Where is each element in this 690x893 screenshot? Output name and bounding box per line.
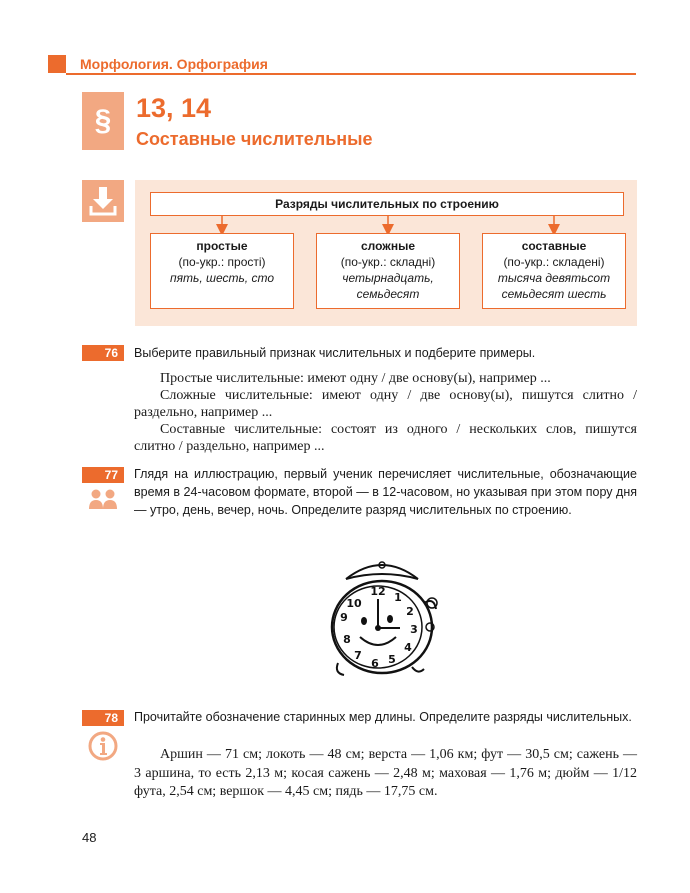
clock-digit: 6 (371, 657, 379, 670)
exercise-number-77: 77 (82, 467, 124, 483)
scheme-box-examples: семьдесят шесть (501, 287, 607, 301)
clock-digit: 5 (388, 653, 396, 666)
scheme-box-examples: семьдесят (356, 287, 420, 301)
clock-digit: 8 (343, 633, 351, 646)
clock-digit: 10 (346, 597, 362, 610)
clock-digit: 7 (354, 649, 362, 662)
scheme-box-name: сложные (361, 239, 415, 253)
clock-digit: 12 (370, 585, 386, 598)
clock-digit: 1 (394, 591, 402, 604)
exercise-body-76 (134, 370, 637, 455)
scheme-box-ukr: (по-укр.: складені) (503, 255, 605, 269)
scheme-box-ukr: (по-укр.: складні) (340, 255, 436, 269)
scheme-box-compound (482, 233, 626, 309)
alarm-clock-illustration (320, 555, 445, 689)
clock-digit: 4 (404, 641, 412, 654)
section-title: Составные числительные (136, 129, 373, 149)
clock-digit: 9 (340, 611, 348, 624)
scheme-box-ukr: (по-укр.: прості) (178, 255, 266, 269)
exercise-task-77: Глядя на иллюстрацию, первый ученик перечисляет числительные, обозначающие время в 24-часовом формате, второй — в 12-часовом, но указывая при этом пору дня — утро, день, вечер, ночь. Определите разряд числительных по строению. (134, 467, 637, 517)
scheme-box-complex (316, 233, 460, 309)
header-rule (66, 73, 636, 75)
exercise-body-78 (134, 746, 637, 802)
exercise-line: Сложные числительные: имеют одну / две основу(ы), пишутся слитно / раздельно, например ... (134, 388, 637, 420)
scheme-title: Разряды числительных по строению (150, 192, 624, 216)
pair-work-icon (88, 488, 118, 514)
page-number: 48 (82, 830, 97, 845)
exercise-text: Аршин — 71 см; локоть — 48 см; верста — 1,06 км; фут — 30,5 см; сажень — 3 аршина, то есть 2,13 м; косая сажень — 2,48 м; маховая — 1,76 м; дюйм — 1/12 фута, 2,54 см; вершок — 4,45 см; пядь — 17,75 см. (134, 747, 637, 799)
scheme-box-examples: пять, шесть, сто (170, 271, 274, 285)
scheme-box-name: простые (196, 239, 248, 253)
exercise-line: Составные числительные: состоят из одного / нескольких слов, пишутся слитно / раздельно, например ... (134, 422, 637, 454)
exercise-number-76: 76 (82, 345, 124, 361)
exercise-line: Простые числительные: имеют одну / две основу(ы), например ... (160, 371, 551, 386)
exercise-task-76: Выберите правильный признак числительных и подберите примеры. (134, 346, 536, 360)
section-number: 13, 14 (136, 93, 212, 123)
clock-digit: 2 (406, 605, 414, 618)
scheme-box-name: составные (521, 239, 587, 253)
exercise-task-78: Прочитайте обозначение старинных мер длины. Определите разряды числительных. (134, 710, 632, 724)
info-icon (88, 731, 118, 765)
scheme-box-simple (150, 233, 294, 309)
paragraph-sign-icon: § (82, 92, 124, 150)
download-icon (82, 180, 124, 222)
exercise-number-78: 78 (82, 710, 124, 726)
header-title: Морфология. Орфография (80, 56, 268, 72)
header-marker (48, 55, 66, 73)
clock-digit: 3 (410, 623, 418, 636)
scheme-box-examples: четырнадцать, (342, 271, 434, 285)
scheme-box-examples: тысяча девятьсот (497, 271, 611, 285)
